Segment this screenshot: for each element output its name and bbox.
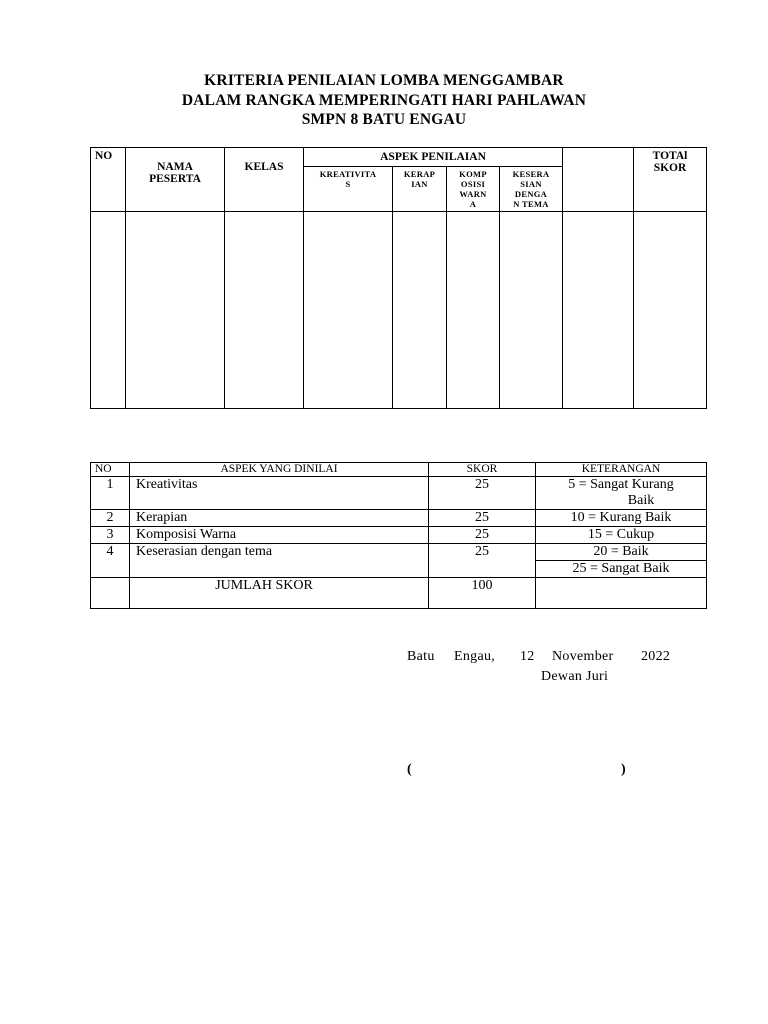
header-kelas: KELAS — [225, 148, 304, 212]
header-aspek-penilaian: ASPEK PENILAIAN — [304, 148, 563, 167]
criteria-table — [90, 462, 707, 609]
row-skor: 25 — [429, 544, 536, 578]
cell-kreativitas — [304, 212, 393, 409]
header-no: NO — [91, 148, 126, 212]
sub-kerapian: KERAP IAN — [393, 167, 447, 212]
cell-no — [91, 212, 126, 409]
table-row — [91, 212, 707, 409]
cell-empty — [563, 212, 634, 409]
row-keterangan: 10 = Kurang Baik — [536, 510, 707, 527]
row-keterangan: 15 = Cukup — [536, 527, 707, 544]
header-total-skor: TOTAl SKOR — [634, 148, 707, 212]
cell-kelas — [225, 212, 304, 409]
row-aspek: Komposisi Warna — [130, 527, 429, 544]
signature-close-paren: ) — [621, 762, 626, 777]
criteria-header-skor: SKOR — [429, 463, 536, 477]
criteria-header-keterangan: KETERANGAN — [536, 463, 707, 477]
criteria-header-no: NO — [91, 463, 130, 477]
row-aspek: Keserasian dengan tema — [130, 544, 429, 578]
score-sheet-table — [90, 147, 707, 409]
row-skor: 25 — [429, 510, 536, 527]
signature-place: Batu — [407, 649, 435, 664]
total-row — [91, 578, 707, 609]
title-line-2: DALAM RANGKA MEMPERINGATI HARI PAHLAWAN — [181, 92, 587, 109]
signature-month: November — [552, 649, 614, 664]
table-row — [91, 477, 707, 510]
sub-komposisi-warna: KOMP OSISI WARN A — [447, 167, 500, 212]
row-aspek: Kerapian — [130, 510, 429, 527]
table-row — [91, 510, 707, 527]
header-nama-peserta: NAMA PESERTA — [126, 148, 225, 212]
row-keterangan: 5 = Sangat Kurang Baik — [536, 477, 707, 510]
cell-kerapian — [393, 212, 447, 409]
cell-komposisi — [447, 212, 500, 409]
criteria-header-aspek: ASPEK YANG DINILAI — [130, 463, 429, 477]
title-line-3: SMPN 8 BATU ENGAU — [301, 111, 467, 128]
signature-year: 2022 — [641, 649, 671, 664]
signature-place-2: Engau, — [454, 649, 496, 664]
total-label: JUMLAH SKOR — [130, 578, 429, 609]
cell-keserasian — [500, 212, 563, 409]
total-value: 100 — [429, 578, 536, 609]
row-no: 3 — [91, 527, 130, 544]
signature-role: Dewan Juri — [541, 669, 609, 684]
cell-total — [634, 212, 707, 409]
row-no: 2 — [91, 510, 130, 527]
table-row — [91, 527, 707, 544]
header-empty — [563, 148, 634, 212]
signature-open-paren: ( — [407, 762, 412, 777]
row-skor: 25 — [429, 477, 536, 510]
title-line-1: KRITERIA PENILAIAN LOMBA MENGGAMBAR — [204, 72, 564, 89]
row-no: 1 — [91, 477, 130, 510]
row-no: 4 — [91, 544, 130, 578]
sub-keserasian-tema: KESERA SIAN DENGA N TEMA — [500, 167, 563, 212]
signature-day: 12 — [520, 649, 535, 664]
table-row — [91, 544, 707, 578]
row-keterangan: 20 = Baik 25 = Sangat Baik — [536, 544, 707, 578]
row-aspek: Kreativitas — [130, 477, 429, 510]
total-no — [91, 578, 130, 609]
total-note — [536, 578, 707, 609]
cell-nama — [126, 212, 225, 409]
sub-kreativitas: KREATIVITA S — [304, 167, 393, 212]
row-skor: 25 — [429, 527, 536, 544]
